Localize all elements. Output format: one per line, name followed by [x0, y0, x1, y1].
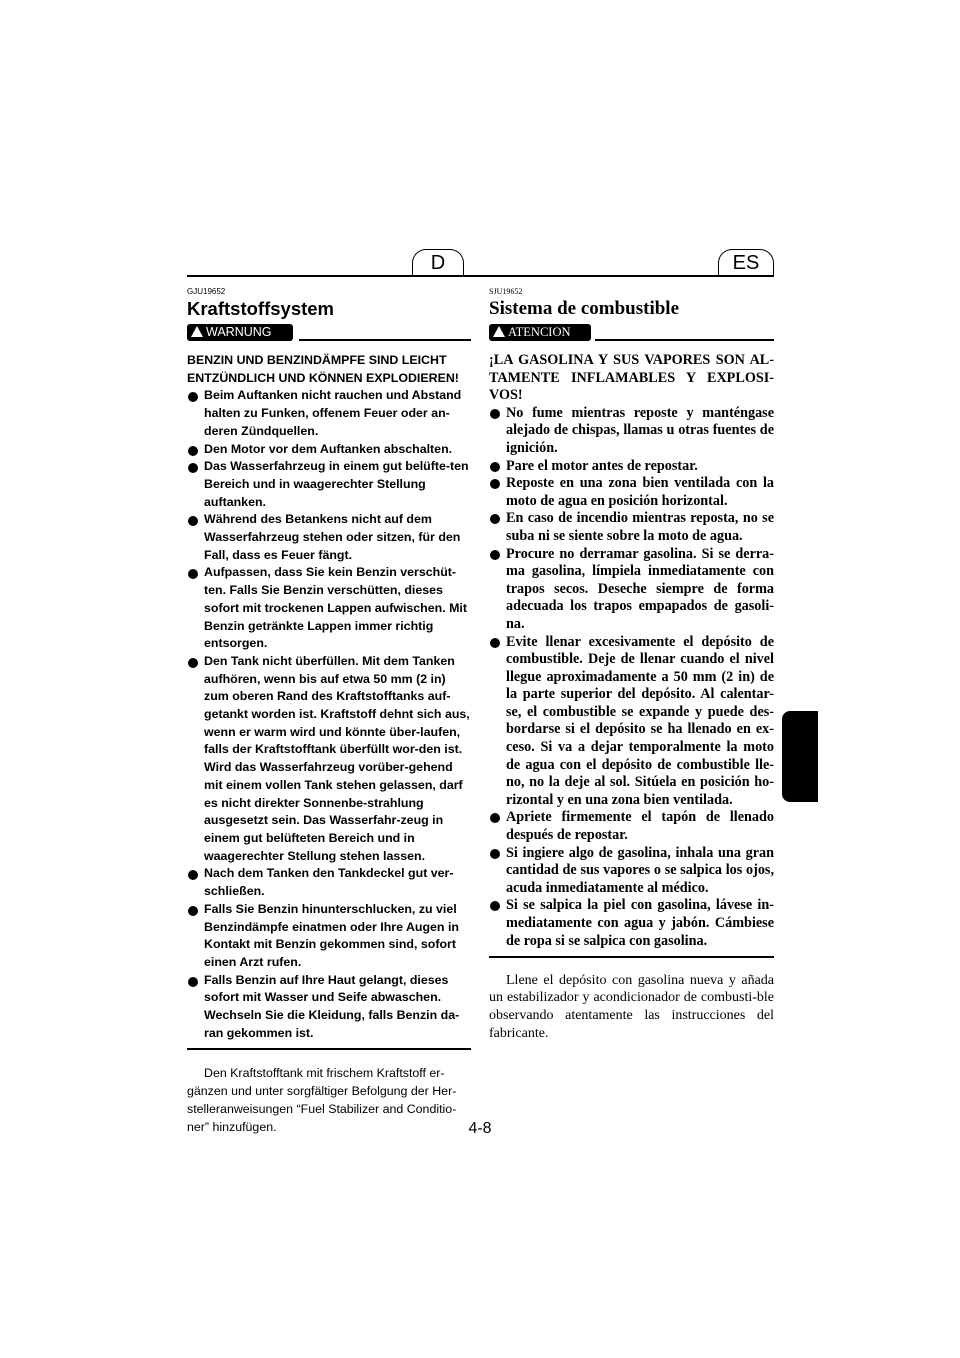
warning-item-text: Si ingiere algo de gasolina, inhala una gran cantidad de sus vapores o se salpica los ojos, acuda inmediatamente al médico. — [506, 844, 774, 896]
warning-item — [187, 972, 471, 1043]
warning-end-rule — [187, 1048, 471, 1050]
bullet-icon — [188, 463, 198, 473]
warning-label — [187, 324, 293, 341]
section-code: GJU19652 — [187, 287, 226, 296]
warning-item — [187, 511, 471, 564]
bullet-icon — [188, 870, 198, 880]
warning-item — [489, 634, 774, 810]
warning-intro: BENZIN UND BENZINDÄMPFE SIND LEICHT ENTZÜNDLICH UND KÖNNEN EXPLODIEREN! — [187, 353, 459, 385]
warning-body — [489, 352, 774, 950]
bullet-icon — [188, 977, 198, 987]
warning-end-rule — [489, 956, 774, 958]
bullet-icon — [490, 638, 500, 648]
spanish-column — [489, 287, 774, 1043]
bullet-icon — [188, 446, 198, 456]
language-tab-spanish: ES — [718, 249, 774, 275]
bullet-icon — [188, 392, 198, 402]
bullet-icon — [490, 901, 500, 911]
warning-item — [187, 653, 471, 865]
body-paragraph-text: Llene el depósito con gasolina nueva y añada un estabilizador y acondicionador de combusti-ble observando atentamente las instrucciones del fabricante. — [489, 972, 774, 1041]
section-title: Kraftstoffsystem — [187, 298, 335, 319]
german-column — [187, 287, 471, 1136]
page-number: 4-8 — [468, 1120, 492, 1137]
bullet-icon — [490, 409, 500, 419]
warning-item-text: Procure no derramar gasolina. Si se derra-ma gasolina, límpiela inmediatamente con trapos secos. Deseche siempre de forma adecuada los trapos empapados de gasoli-na. — [506, 545, 774, 632]
warning-header — [489, 324, 774, 346]
warning-item — [187, 865, 471, 900]
warning-item-text: Evite llenar excesivamente el depósito de combustible. Deje de llenar cuando el nivel llegue aproximadamente a 50 mm (2 in) de la parte superior del depósito. Al calentar-se, el combustible se expande y puede des-bordarse si el depósito se ha llenado en ex-ceso. Si va a dejar temporalmente la moto de agua con el depósito de combustible lle-no, no la deje al sol. Sitúela en posición ho-rizontal y en una zona bien ventilada. — [506, 633, 774, 808]
warning-item-text: Reposte en una zona bien ventilada con la moto de agua en posición horizontal. — [506, 475, 774, 509]
warning-rule — [595, 339, 774, 341]
bullet-icon — [490, 462, 500, 472]
bullet-icon — [490, 514, 500, 524]
warning-item-text: Beim Auftanken nicht rauchen und Abstand halten zu Funken, offenem Feuer oder an-deren Zündquellen. — [204, 388, 462, 438]
warning-item — [489, 458, 774, 476]
warning-item-text: Den Tank nicht überfüllen. Mit dem Tanken aufhören, wenn bis auf etwa 50 mm (2 in) zum oberen Rand des Kraftstofftanks auf-getankt worden ist. Kraftstoff dehnt sich aus, wenn er warm wird und könnte über-laufen, falls der Kraftstofftank überfüllt wor-den ist. Wird das Wasserfahrzeug vorüber-gehend mit einem vollen Tank stehen gelassen, darf es nicht direkter Sonnenbe-strahlung ausgesetzt sein. Das Wasserfahr-zeug in einem gut belüfteten Bereich und in waagerechter Stellung stehen lassen. — [204, 653, 470, 863]
bullet-icon — [188, 516, 198, 526]
warning-intro: ¡LA GASOLINA Y SUS VAPORES SON AL-TAMENTE INFLAMABLES Y EXPLOSI-VOS! — [489, 352, 774, 404]
body-paragraph — [489, 972, 774, 1043]
warning-triangle-icon — [493, 326, 505, 337]
warning-item-text: Während des Betankens nicht auf dem Wasserfahrzeug stehen oder sitzen, für den Fall, dass es Feuer fängt. — [204, 512, 461, 562]
warning-item-text: Aufpassen, dass Sie kein Benzin verschüt-ten. Falls Sie Benzin verschütten, dieses sofort mit trockenen Lappen aufwischen. Mit Benzin getränkte Lappen immer richtig entsorgen. — [204, 565, 467, 651]
bullet-icon — [188, 658, 198, 668]
warning-header — [187, 324, 471, 346]
bullet-icon — [490, 550, 500, 560]
warning-item — [489, 809, 774, 844]
section-title: Sistema de combustible — [489, 298, 679, 319]
chapter-side-tab — [782, 711, 818, 802]
warning-item — [489, 546, 774, 634]
warning-item — [187, 901, 471, 972]
warning-item — [489, 405, 774, 458]
warning-body — [187, 352, 471, 1042]
warning-label-text: WARNUNG — [206, 325, 272, 339]
warning-item-text: Apriete firmemente el tapón de llenado después de repostar. — [506, 809, 774, 844]
bullet-icon — [188, 906, 198, 916]
bullet-icon — [490, 479, 500, 489]
warning-label — [489, 324, 591, 341]
warning-item-text: No fume mientras reposte y manténgase alejado de chispas, llamas u otras fuentes de ignición. — [506, 404, 774, 456]
warning-item-text: Nach dem Tanken den Tankdeckel gut ver-schließen. — [204, 866, 454, 899]
warning-item — [187, 441, 471, 459]
header-rule — [187, 275, 774, 277]
warning-triangle-icon — [191, 326, 203, 337]
warning-item-text: Si se salpica la piel con gasolina, lávese in-mediatamente con agua y jabón. Cámbiese de ropa si se salpica con gasolina. — [506, 897, 774, 949]
warning-rule — [299, 339, 471, 341]
warning-item-text: En caso de incendio mientras reposta, no se suba ni se siente sobre la moto de agua. — [506, 510, 774, 544]
warning-item — [489, 897, 774, 950]
warning-item — [489, 475, 774, 510]
warning-item — [187, 564, 471, 653]
warning-item — [489, 845, 774, 898]
body-paragraph-text: Den Kraftstofftank mit frischem Kraftstoff er-gänzen und unter sorgfältiger Befolgung der Her-stelleranweisungen “Fuel Stabilizer and Conditio-ner” hinzufügen. — [187, 1065, 457, 1134]
section-code: SJU19652 — [489, 287, 523, 296]
warning-label-text: ATENCION — [508, 325, 571, 339]
warning-item-text: Pare el motor antes de repostar. — [506, 457, 698, 474]
warning-item-text: Falls Sie Benzin hinunterschlucken, zu viel Benzindämpfe einatmen oder Ihre Augen in Kontakt mit Benzin gekommen sind, sofort einen Arzt rufen. — [204, 901, 459, 969]
warning-list — [187, 387, 471, 1042]
warning-item — [489, 510, 774, 545]
warning-list — [489, 405, 774, 950]
warning-item-text: Falls Benzin auf Ihre Haut gelangt, dieses sofort mit Wasser und Seife abwaschen. Wechseln Sie die Kleidung, falls Benzin da-ran gekommen ist. — [204, 972, 460, 1040]
bullet-icon — [490, 849, 500, 859]
bullet-icon — [188, 569, 198, 579]
language-tab-german: D — [412, 249, 464, 275]
warning-item — [187, 458, 471, 511]
bullet-icon — [490, 813, 500, 823]
warning-item-text: Das Wasserfahrzeug in einem gut belüfte-ten Bereich und in waagerechter Stellung auftanken. — [204, 459, 469, 509]
warning-item-text: Den Motor vor dem Auftanken abschalten. — [204, 441, 453, 456]
warning-item — [187, 387, 471, 440]
